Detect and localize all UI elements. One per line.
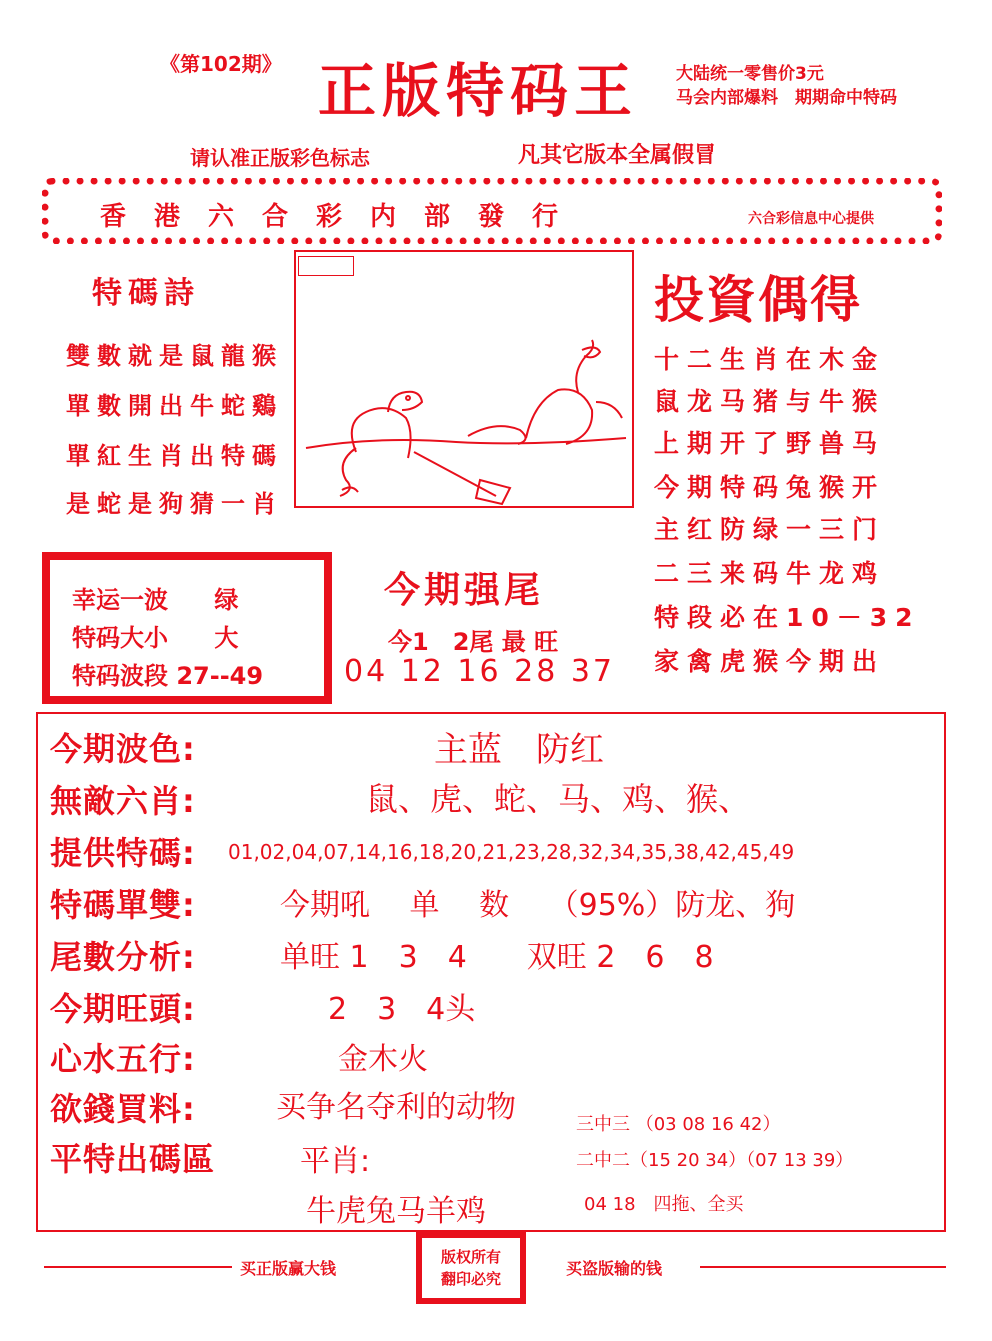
rat-illustration	[296, 252, 632, 506]
footer-rule-left	[44, 1266, 232, 1268]
oddeven-value: 今期吼 单 数 （95%）防龙、狗	[280, 888, 796, 923]
footer-left-text: 买正版赢大钱	[240, 1259, 337, 1278]
invest-line: 上期开了野兽马	[654, 429, 886, 458]
flat-animals: 牛虎兔马羊鸡	[306, 1194, 486, 1229]
invest-line: 今期特码兔猴开	[654, 473, 886, 502]
lucky-row	[72, 580, 238, 615]
provide-value: 01,02,04,07,14,16,18,20,21,23,28,32,34,35,38,42,45,49	[228, 840, 795, 864]
lucky-value: 绿	[214, 586, 239, 614]
color-label: 今期波色:	[50, 730, 196, 768]
tail-value: 单旺 1 3 4 双旺 2 6 8	[280, 940, 714, 975]
element-label: 心水五行:	[50, 1040, 196, 1078]
lucky-row	[72, 618, 238, 653]
buy-value: 买争名夺利的动物	[276, 1090, 516, 1125]
combo-drag: 04 18 四拖、全买	[584, 1194, 744, 1215]
invest-line: 家禽虎猴今期出	[654, 647, 886, 676]
invest-line: 特段必在10－32	[654, 603, 921, 632]
tail-label: 尾數分析:	[50, 938, 196, 976]
banner-side-text: 六合彩信息中心提供	[748, 211, 874, 227]
head-value: 2 3 4头	[328, 992, 476, 1027]
flat-label: 平特出碼區	[50, 1140, 216, 1178]
poem-line: 是蛇是狗猜一肖	[66, 490, 283, 518]
six-label: 無敵六肖:	[50, 782, 196, 820]
issue-number: 《第102期》	[160, 52, 282, 76]
copyright-line: 翻印必究	[440, 1270, 501, 1288]
lucky-value: 27--49	[176, 662, 264, 690]
invest-line: 二三来码牛龙鸡	[654, 559, 886, 588]
lucky-label: 幸运一波	[72, 586, 168, 614]
invest-line: 十二生肖在木金	[654, 345, 886, 374]
lucky-label: 特码大小	[72, 624, 168, 652]
illustration	[294, 250, 634, 508]
price-line: 大陆统一零售价3元	[676, 64, 824, 84]
authentic-notice: 请认准正版彩色标志	[190, 146, 370, 170]
strong-tail-subtitle: 今1 2尾 最 旺	[388, 628, 559, 656]
seal-stamp	[298, 256, 354, 276]
footer-rule-right	[700, 1266, 946, 1268]
six-value: 鼠、虎、蛇、马、鸡、猴、	[366, 780, 751, 818]
poem-title: 特碼詩	[92, 276, 200, 311]
strong-tail-title: 今期强尾	[384, 570, 545, 611]
banner-text: 香港六合彩内部發行	[100, 202, 587, 232]
insider-line: 马会内部爆料 期期命中特码	[676, 88, 897, 108]
copyright-box	[416, 1232, 526, 1304]
copyright-line: 版权所有	[440, 1248, 501, 1266]
footer-right-text: 买盗版输的钱	[566, 1259, 663, 1278]
price-notice	[676, 62, 897, 110]
buy-label: 欲錢買料:	[50, 1090, 196, 1128]
color-value: 主蓝 防红	[434, 730, 604, 770]
lucky-row	[72, 656, 263, 691]
head-label: 今期旺頭:	[50, 990, 196, 1028]
lucky-value: 大	[214, 624, 239, 652]
strong-tail-numbers: 04 12 16 28 37	[344, 654, 616, 689]
invest-title: 投資偶得	[654, 271, 862, 329]
lucky-label: 特码波段	[72, 662, 168, 690]
invest-line: 鼠龙马猪与牛猴	[654, 387, 886, 416]
combo-two: 二中二（15 20 34）（07 13 39）	[576, 1150, 854, 1171]
poem-line: 單數開出牛蛇鷄	[66, 392, 283, 420]
provide-label: 提供特碼:	[50, 834, 196, 872]
combo-three: 三中三 （03 08 16 42）	[576, 1114, 781, 1135]
page-title: 正版特码王	[318, 57, 639, 125]
oddeven-label: 特碼單雙:	[50, 886, 196, 924]
flat-sub-label: 平肖:	[300, 1144, 371, 1179]
fake-notice: 凡其它版本全属假冒	[518, 143, 717, 168]
poem-line: 雙數就是鼠龍猴	[66, 342, 283, 370]
invest-line: 主红防绿一三门	[654, 515, 886, 544]
poem-line: 單紅生肖出特碼	[66, 442, 283, 470]
element-value: 金木火	[338, 1042, 428, 1077]
